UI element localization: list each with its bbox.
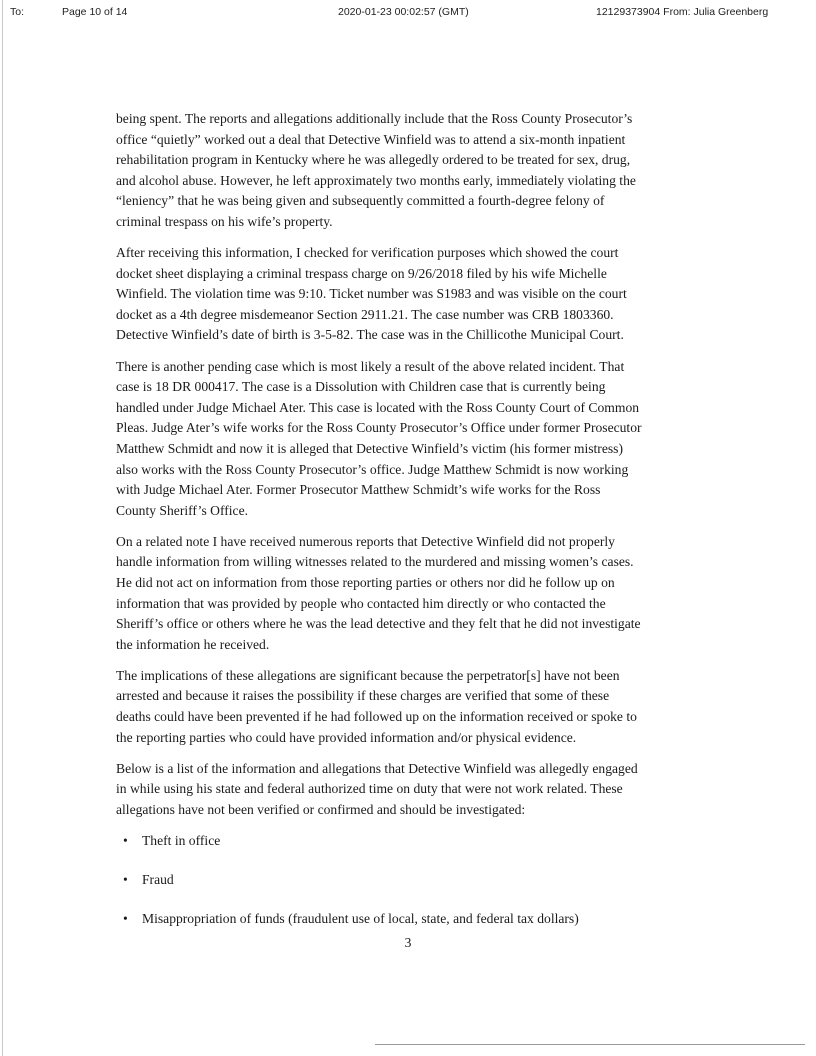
text-line: Winfield. The violation time was 9:10. Ticket number was S1983 and was visible on the court (116, 286, 627, 302)
text-line: office “quietly” worked out a deal that Detective Winfield was to attend a six-month inpatient (116, 131, 626, 147)
list-item (116, 870, 706, 891)
text-line: the information he received. (116, 636, 270, 652)
paragraph-1 (116, 109, 706, 233)
text-line: in while using his state and federal authorized time on duty that were not work related. These (116, 781, 623, 797)
text-line: Detective Winfield’s date of birth is 3-5-82. The case was in the Chillicothe Municipal Court. (116, 327, 624, 343)
allegation-list (116, 831, 706, 930)
text-line: allegations have not been verified or confirmed and should be investigated: (116, 801, 526, 817)
text-line: also works with the Ross County Prosecutor’s office. Judge Matthew Schmidt is now working (116, 461, 629, 477)
document-body (116, 109, 706, 948)
text-line: being spent. The reports and allegations additionally include that the Ross County Prosecutor’s (116, 111, 633, 126)
text-line: with Judge Michael Ater. Former Prosecutor Matthew Schmidt’s wife works for the Ross (116, 482, 601, 498)
list-item (116, 831, 706, 852)
text-line: “leniency” that he was being given and subsequently committed a fourth-degree felony of (116, 193, 605, 209)
text-line: the reporting parties who could have provided information and/or physical evidence. (116, 729, 577, 745)
text-line: Sheriff’s office or others where he was the lead detective and they felt that he did not investigate (116, 616, 641, 632)
text-line: Pleas. Judge Ater’s wife works for the Ross County Prosecutor’s Office under former Prosecutor (116, 420, 642, 436)
paragraph-6 (116, 759, 706, 821)
text-line: and alcohol abuse. However, he left approximately two months early, immediately violating the (116, 172, 636, 188)
text-line: On a related note I have received numerous reports that Detective Winfield did not properly (116, 533, 615, 549)
paragraph-5 (116, 666, 706, 748)
list-item-text: Misappropriation of funds (fraudulent use of local, state, and federal tax dollars) (142, 911, 579, 927)
text-line: handle information from willing witnesses related to the murdered and missing women’s cases. (116, 554, 634, 570)
fax-timestamp: 2020-01-23 00:02:57 (GMT) (338, 6, 469, 18)
text-line: After receiving this information, I checked for verification purposes which showed the court (116, 245, 619, 261)
fax-page-count: Page 10 of 14 (62, 6, 128, 18)
text-line: docket as a 4th degree misdemeanor Section 2911.21. The case number was CRB 1803360. (116, 306, 614, 322)
text-line: There is another pending case which is most likely a result of the above related incident. That (116, 358, 625, 374)
bullet-icon: • (123, 872, 128, 888)
page-number: 3 (404, 935, 412, 950)
paragraph-2 (116, 243, 706, 346)
list-item-text: Theft in office (142, 833, 221, 848)
bullet-icon: • (123, 833, 128, 848)
fax-to-label: To: (10, 6, 25, 18)
list-item-text: Fraud (142, 872, 174, 888)
text-line: information that was provided by people who contacted him directly or who contacted the (116, 595, 606, 611)
paragraph-4 (116, 532, 706, 656)
fax-sender: 12129373904 From: Julia Greenberg (596, 6, 769, 18)
text-line: Below is a list of the information and allegations that Detective Winfield was allegedly engaged (116, 760, 638, 776)
text-line: criminal trespass on his wife’s property. (116, 213, 333, 229)
scan-left-edge (2, 0, 3, 1056)
text-line: County Sheriff’s Office. (116, 502, 249, 518)
text-line: Matthew Schmidt and now it is alleged that Detective Winfield’s victim (his former mistress) (116, 440, 623, 456)
bullet-icon: • (123, 911, 128, 927)
text-line: He did not act on information from those reporting parties or others nor did he follow up on (116, 574, 615, 590)
text-line: arrested and because it raises the possibility if these charges are verified that some of these (116, 688, 610, 704)
text-line: The implications of these allegations are significant because the perpetrator[s] have not been (116, 667, 620, 683)
fax-header (0, 3, 816, 21)
list-item (116, 909, 706, 930)
text-line: handled under Judge Michael Ater. This case is located with the Ross County Court of Common (116, 399, 640, 415)
paragraph-3 (116, 357, 706, 522)
text-line: case is 18 DR 000417. The case is a Dissolution with Children case that is currently being (116, 379, 606, 395)
text-line: rehabilitation program in Kentucky where he was allegedly ordered to be treated for sex, drug, (116, 152, 631, 168)
text-line: docket sheet displaying a criminal trespass charge on 9/26/2018 filed by his wife Michelle (116, 265, 607, 281)
footer-divider (375, 1044, 805, 1045)
text-line: deaths could have been prevented if he had followed up on the information received or spoke to (116, 709, 637, 725)
